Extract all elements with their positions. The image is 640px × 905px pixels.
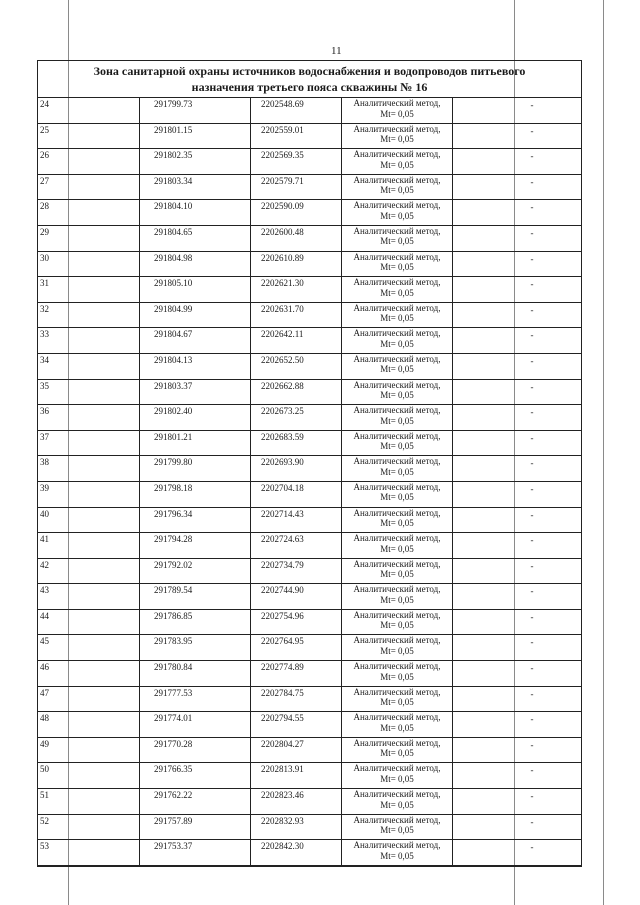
method-text: Аналитический метод, — [353, 789, 441, 800]
point-number: 26 — [38, 149, 140, 175]
coordinate-y: 2202652.50 — [251, 353, 342, 379]
determination-method — [342, 635, 453, 661]
precision-text: Mt= 0,05 — [380, 799, 414, 810]
note-dash: - — [453, 712, 582, 738]
note-dash: - — [453, 251, 582, 277]
coordinate-x: 291801.21 — [140, 430, 251, 456]
determination-method — [342, 225, 453, 251]
table-row — [38, 456, 581, 482]
method-text: Аналитический метод, — [353, 353, 441, 364]
determination-method — [342, 302, 453, 328]
method-text: Аналитический метод, — [353, 200, 441, 211]
coordinate-x: 291805.10 — [140, 277, 251, 303]
point-number: 27 — [38, 174, 140, 200]
coordinate-y: 2202734.79 — [251, 558, 342, 584]
point-number: 50 — [38, 763, 140, 789]
method-text: Аналитический метод, — [353, 763, 441, 774]
coordinate-x: 291762.22 — [140, 789, 251, 815]
coordinate-y: 2202744.90 — [251, 584, 342, 610]
note-dash: - — [453, 661, 582, 687]
precision-text: Mt= 0,05 — [380, 338, 414, 349]
method-text: Аналитический метод, — [353, 712, 441, 723]
coordinates-grid — [38, 98, 581, 866]
precision-text: Mt= 0,05 — [380, 313, 414, 324]
method-text: Аналитический метод, — [353, 225, 441, 236]
table-row — [38, 737, 581, 763]
coordinate-y: 2202590.09 — [251, 200, 342, 226]
point-number: 46 — [38, 661, 140, 687]
coordinate-x: 291798.18 — [140, 481, 251, 507]
coordinate-y: 2202683.59 — [251, 430, 342, 456]
coordinate-y: 2202794.55 — [251, 712, 342, 738]
method-text: Аналитический метод, — [353, 507, 441, 518]
point-number: 44 — [38, 609, 140, 635]
determination-method — [342, 98, 453, 123]
note-dash: - — [453, 277, 582, 303]
method-text: Аналитический метод, — [353, 430, 441, 441]
precision-text: Mt= 0,05 — [380, 262, 414, 273]
note-dash: - — [453, 763, 582, 789]
point-number: 32 — [38, 302, 140, 328]
table-row — [38, 789, 581, 815]
method-text: Аналитический метод, — [353, 635, 441, 646]
table-row — [38, 558, 581, 584]
table-row — [38, 405, 581, 431]
point-number: 24 — [38, 98, 140, 123]
determination-method — [342, 814, 453, 840]
coordinate-x: 291801.15 — [140, 123, 251, 149]
point-number: 30 — [38, 251, 140, 277]
coordinate-y: 2202621.30 — [251, 277, 342, 303]
table-row — [38, 712, 581, 738]
precision-text: Mt= 0,05 — [380, 748, 414, 759]
precision-text: Mt= 0,05 — [380, 543, 414, 554]
note-dash: - — [453, 533, 582, 559]
determination-method — [342, 558, 453, 584]
coordinate-y: 2202569.35 — [251, 149, 342, 175]
point-number: 34 — [38, 353, 140, 379]
precision-text: Mt= 0,05 — [380, 722, 414, 733]
precision-text: Mt= 0,05 — [380, 210, 414, 221]
coordinate-x: 291777.53 — [140, 686, 251, 712]
point-number: 39 — [38, 481, 140, 507]
note-dash: - — [453, 302, 582, 328]
table-row — [38, 98, 581, 123]
coordinate-x: 291783.95 — [140, 635, 251, 661]
precision-text: Mt= 0,05 — [380, 134, 414, 145]
determination-method — [342, 123, 453, 149]
precision-text: Mt= 0,05 — [380, 441, 414, 452]
method-text: Аналитический метод, — [353, 584, 441, 595]
coordinate-x: 291804.67 — [140, 328, 251, 354]
method-text: Аналитический метод, — [353, 149, 441, 160]
point-number: 48 — [38, 712, 140, 738]
method-text: Аналитический метод, — [353, 840, 441, 851]
coordinate-x: 291804.98 — [140, 251, 251, 277]
note-dash: - — [453, 430, 582, 456]
table-row — [38, 814, 581, 840]
determination-method — [342, 430, 453, 456]
determination-method — [342, 200, 453, 226]
point-number: 35 — [38, 379, 140, 405]
method-text: Аналитический метод, — [353, 814, 441, 825]
determination-method — [342, 609, 453, 635]
precision-text: Mt= 0,05 — [380, 620, 414, 631]
coordinate-x: 291757.89 — [140, 814, 251, 840]
determination-method — [342, 533, 453, 559]
coordinate-x: 291804.13 — [140, 353, 251, 379]
coordinate-x: 291794.28 — [140, 533, 251, 559]
method-text: Аналитический метод, — [353, 456, 441, 467]
table-row — [38, 840, 581, 866]
point-number: 51 — [38, 789, 140, 815]
coordinate-x: 291804.99 — [140, 302, 251, 328]
point-number: 45 — [38, 635, 140, 661]
table-row — [38, 277, 581, 303]
note-dash: - — [453, 814, 582, 840]
coordinate-y: 2202610.89 — [251, 251, 342, 277]
coordinate-y: 2202704.18 — [251, 481, 342, 507]
coordinate-y: 2202842.30 — [251, 840, 342, 866]
method-text: Аналитический метод, — [353, 379, 441, 390]
method-text: Аналитический метод, — [353, 686, 441, 697]
determination-method — [342, 456, 453, 482]
coordinate-x: 291792.02 — [140, 558, 251, 584]
method-text: Аналитический метод, — [353, 609, 441, 620]
method-text: Аналитический метод, — [353, 174, 441, 185]
coordinate-y: 2202724.63 — [251, 533, 342, 559]
point-number: 33 — [38, 328, 140, 354]
coordinate-x: 291804.10 — [140, 200, 251, 226]
table-row — [38, 328, 581, 354]
method-text: Аналитический метод, — [353, 328, 441, 339]
point-number: 38 — [38, 456, 140, 482]
method-text: Аналитический метод, — [353, 98, 441, 108]
table-row — [38, 225, 581, 251]
determination-method — [342, 405, 453, 431]
coordinate-y: 2202823.46 — [251, 789, 342, 815]
precision-text: Mt= 0,05 — [380, 825, 414, 836]
note-dash: - — [453, 789, 582, 815]
method-text: Аналитический метод, — [353, 405, 441, 416]
determination-method — [342, 149, 453, 175]
precision-text: Mt= 0,05 — [380, 645, 414, 656]
table-row — [38, 200, 581, 226]
coordinate-x: 291799.80 — [140, 456, 251, 482]
coordinate-x: 291789.54 — [140, 584, 251, 610]
coordinate-y: 2202600.48 — [251, 225, 342, 251]
method-text: Аналитический метод, — [353, 558, 441, 569]
method-text: Аналитический метод, — [353, 277, 441, 288]
point-number: 41 — [38, 533, 140, 559]
coordinate-y: 2202673.25 — [251, 405, 342, 431]
note-dash: - — [453, 507, 582, 533]
precision-text: Mt= 0,05 — [380, 159, 414, 170]
determination-method — [342, 379, 453, 405]
table-row — [38, 661, 581, 687]
coordinate-y: 2202784.75 — [251, 686, 342, 712]
note-dash: - — [453, 174, 582, 200]
table-row — [38, 686, 581, 712]
coordinate-x: 291774.01 — [140, 712, 251, 738]
coordinates-table — [37, 60, 582, 867]
table-row — [38, 481, 581, 507]
precision-text: Mt= 0,05 — [380, 108, 414, 119]
point-number: 29 — [38, 225, 140, 251]
coordinate-x: 291799.73 — [140, 98, 251, 123]
note-dash: - — [453, 353, 582, 379]
point-number: 52 — [38, 814, 140, 840]
note-dash: - — [453, 328, 582, 354]
determination-method — [342, 661, 453, 687]
coordinate-y: 2202832.93 — [251, 814, 342, 840]
coordinate-y: 2202559.01 — [251, 123, 342, 149]
page-number: 11 — [331, 45, 342, 57]
point-number: 36 — [38, 405, 140, 431]
coordinate-y: 2202764.95 — [251, 635, 342, 661]
determination-method — [342, 353, 453, 379]
method-text: Аналитический метод, — [353, 661, 441, 672]
point-number: 42 — [38, 558, 140, 584]
point-number: 47 — [38, 686, 140, 712]
determination-method — [342, 840, 453, 866]
method-text: Аналитический метод, — [353, 302, 441, 313]
note-dash: - — [453, 609, 582, 635]
note-dash: - — [453, 456, 582, 482]
coordinate-x: 291753.37 — [140, 840, 251, 866]
determination-method — [342, 686, 453, 712]
point-number: 49 — [38, 737, 140, 763]
table-title-line-2: назначения третьего пояса скважины № 16 — [191, 80, 428, 94]
coordinate-y: 2202693.90 — [251, 456, 342, 482]
point-number: 37 — [38, 430, 140, 456]
precision-text: Mt= 0,05 — [380, 594, 414, 605]
table-row — [38, 251, 581, 277]
table-row — [38, 584, 581, 610]
table-row — [38, 174, 581, 200]
coordinate-y: 2202662.88 — [251, 379, 342, 405]
note-dash: - — [453, 379, 582, 405]
note-dash: - — [453, 584, 582, 610]
coordinate-x: 291803.34 — [140, 174, 251, 200]
coordinate-x: 291796.34 — [140, 507, 251, 533]
coordinate-x: 291804.65 — [140, 225, 251, 251]
note-dash: - — [453, 840, 582, 866]
precision-text: Mt= 0,05 — [380, 671, 414, 682]
coordinate-x: 291786.85 — [140, 609, 251, 635]
table-title — [38, 61, 581, 98]
table-row — [38, 533, 581, 559]
scan-edge-far-right — [603, 0, 604, 905]
note-dash: - — [453, 200, 582, 226]
precision-text: Mt= 0,05 — [380, 850, 414, 861]
note-dash: - — [453, 635, 582, 661]
table-row — [38, 123, 581, 149]
precision-text: Mt= 0,05 — [380, 773, 414, 784]
point-number: 31 — [38, 277, 140, 303]
precision-text: Mt= 0,05 — [380, 236, 414, 247]
coordinate-y: 2202714.43 — [251, 507, 342, 533]
point-number: 53 — [38, 840, 140, 866]
precision-text: Mt= 0,05 — [380, 390, 414, 401]
note-dash: - — [453, 98, 582, 123]
note-dash: - — [453, 225, 582, 251]
coordinate-x: 291766.35 — [140, 763, 251, 789]
table-row — [38, 430, 581, 456]
coordinate-y: 2202642.11 — [251, 328, 342, 354]
precision-text: Mt= 0,05 — [380, 287, 414, 298]
method-text: Аналитический метод, — [353, 481, 441, 492]
method-text: Аналитический метод, — [353, 123, 441, 134]
coordinate-x: 291780.84 — [140, 661, 251, 687]
precision-text: Mt= 0,05 — [380, 185, 414, 196]
note-dash: - — [453, 405, 582, 431]
determination-method — [342, 712, 453, 738]
point-number: 43 — [38, 584, 140, 610]
determination-method — [342, 277, 453, 303]
coordinate-y: 2202813.91 — [251, 763, 342, 789]
note-dash: - — [453, 558, 582, 584]
table-row — [38, 763, 581, 789]
precision-text: Mt= 0,05 — [380, 697, 414, 708]
point-number: 40 — [38, 507, 140, 533]
note-dash: - — [453, 686, 582, 712]
coordinate-x: 291802.40 — [140, 405, 251, 431]
precision-text: Mt= 0,05 — [380, 569, 414, 580]
table-row — [38, 353, 581, 379]
determination-method — [342, 584, 453, 610]
determination-method — [342, 251, 453, 277]
point-number: 25 — [38, 123, 140, 149]
method-text: Аналитический метод, — [353, 737, 441, 748]
table-row — [38, 149, 581, 175]
coordinate-y: 2202754.96 — [251, 609, 342, 635]
coordinate-x: 291770.28 — [140, 737, 251, 763]
coordinate-x: 291802.35 — [140, 149, 251, 175]
precision-text: Mt= 0,05 — [380, 364, 414, 375]
point-number: 28 — [38, 200, 140, 226]
table-row — [38, 302, 581, 328]
determination-method — [342, 481, 453, 507]
method-text: Аналитический метод, — [353, 533, 441, 544]
note-dash: - — [453, 737, 582, 763]
determination-method — [342, 174, 453, 200]
precision-text: Mt= 0,05 — [380, 415, 414, 426]
note-dash: - — [453, 481, 582, 507]
method-text: Аналитический метод, — [353, 251, 441, 262]
table-row — [38, 635, 581, 661]
table-title-line-1: Зона санитарной охраны источников водоснабжения и водопроводов питьевого — [93, 64, 526, 78]
precision-text: Mt= 0,05 — [380, 492, 414, 503]
determination-method — [342, 763, 453, 789]
coordinate-y: 2202548.69 — [251, 98, 342, 123]
table-row — [38, 507, 581, 533]
coordinate-y: 2202774.89 — [251, 661, 342, 687]
determination-method — [342, 507, 453, 533]
determination-method — [342, 737, 453, 763]
determination-method — [342, 328, 453, 354]
coordinate-x: 291803.37 — [140, 379, 251, 405]
table-row — [38, 379, 581, 405]
note-dash: - — [453, 149, 582, 175]
table-row — [38, 609, 581, 635]
precision-text: Mt= 0,05 — [380, 518, 414, 528]
coordinate-y: 2202631.70 — [251, 302, 342, 328]
coordinate-y: 2202579.71 — [251, 174, 342, 200]
precision-text: Mt= 0,05 — [380, 466, 414, 477]
coordinate-y: 2202804.27 — [251, 737, 342, 763]
note-dash: - — [453, 123, 582, 149]
determination-method — [342, 789, 453, 815]
